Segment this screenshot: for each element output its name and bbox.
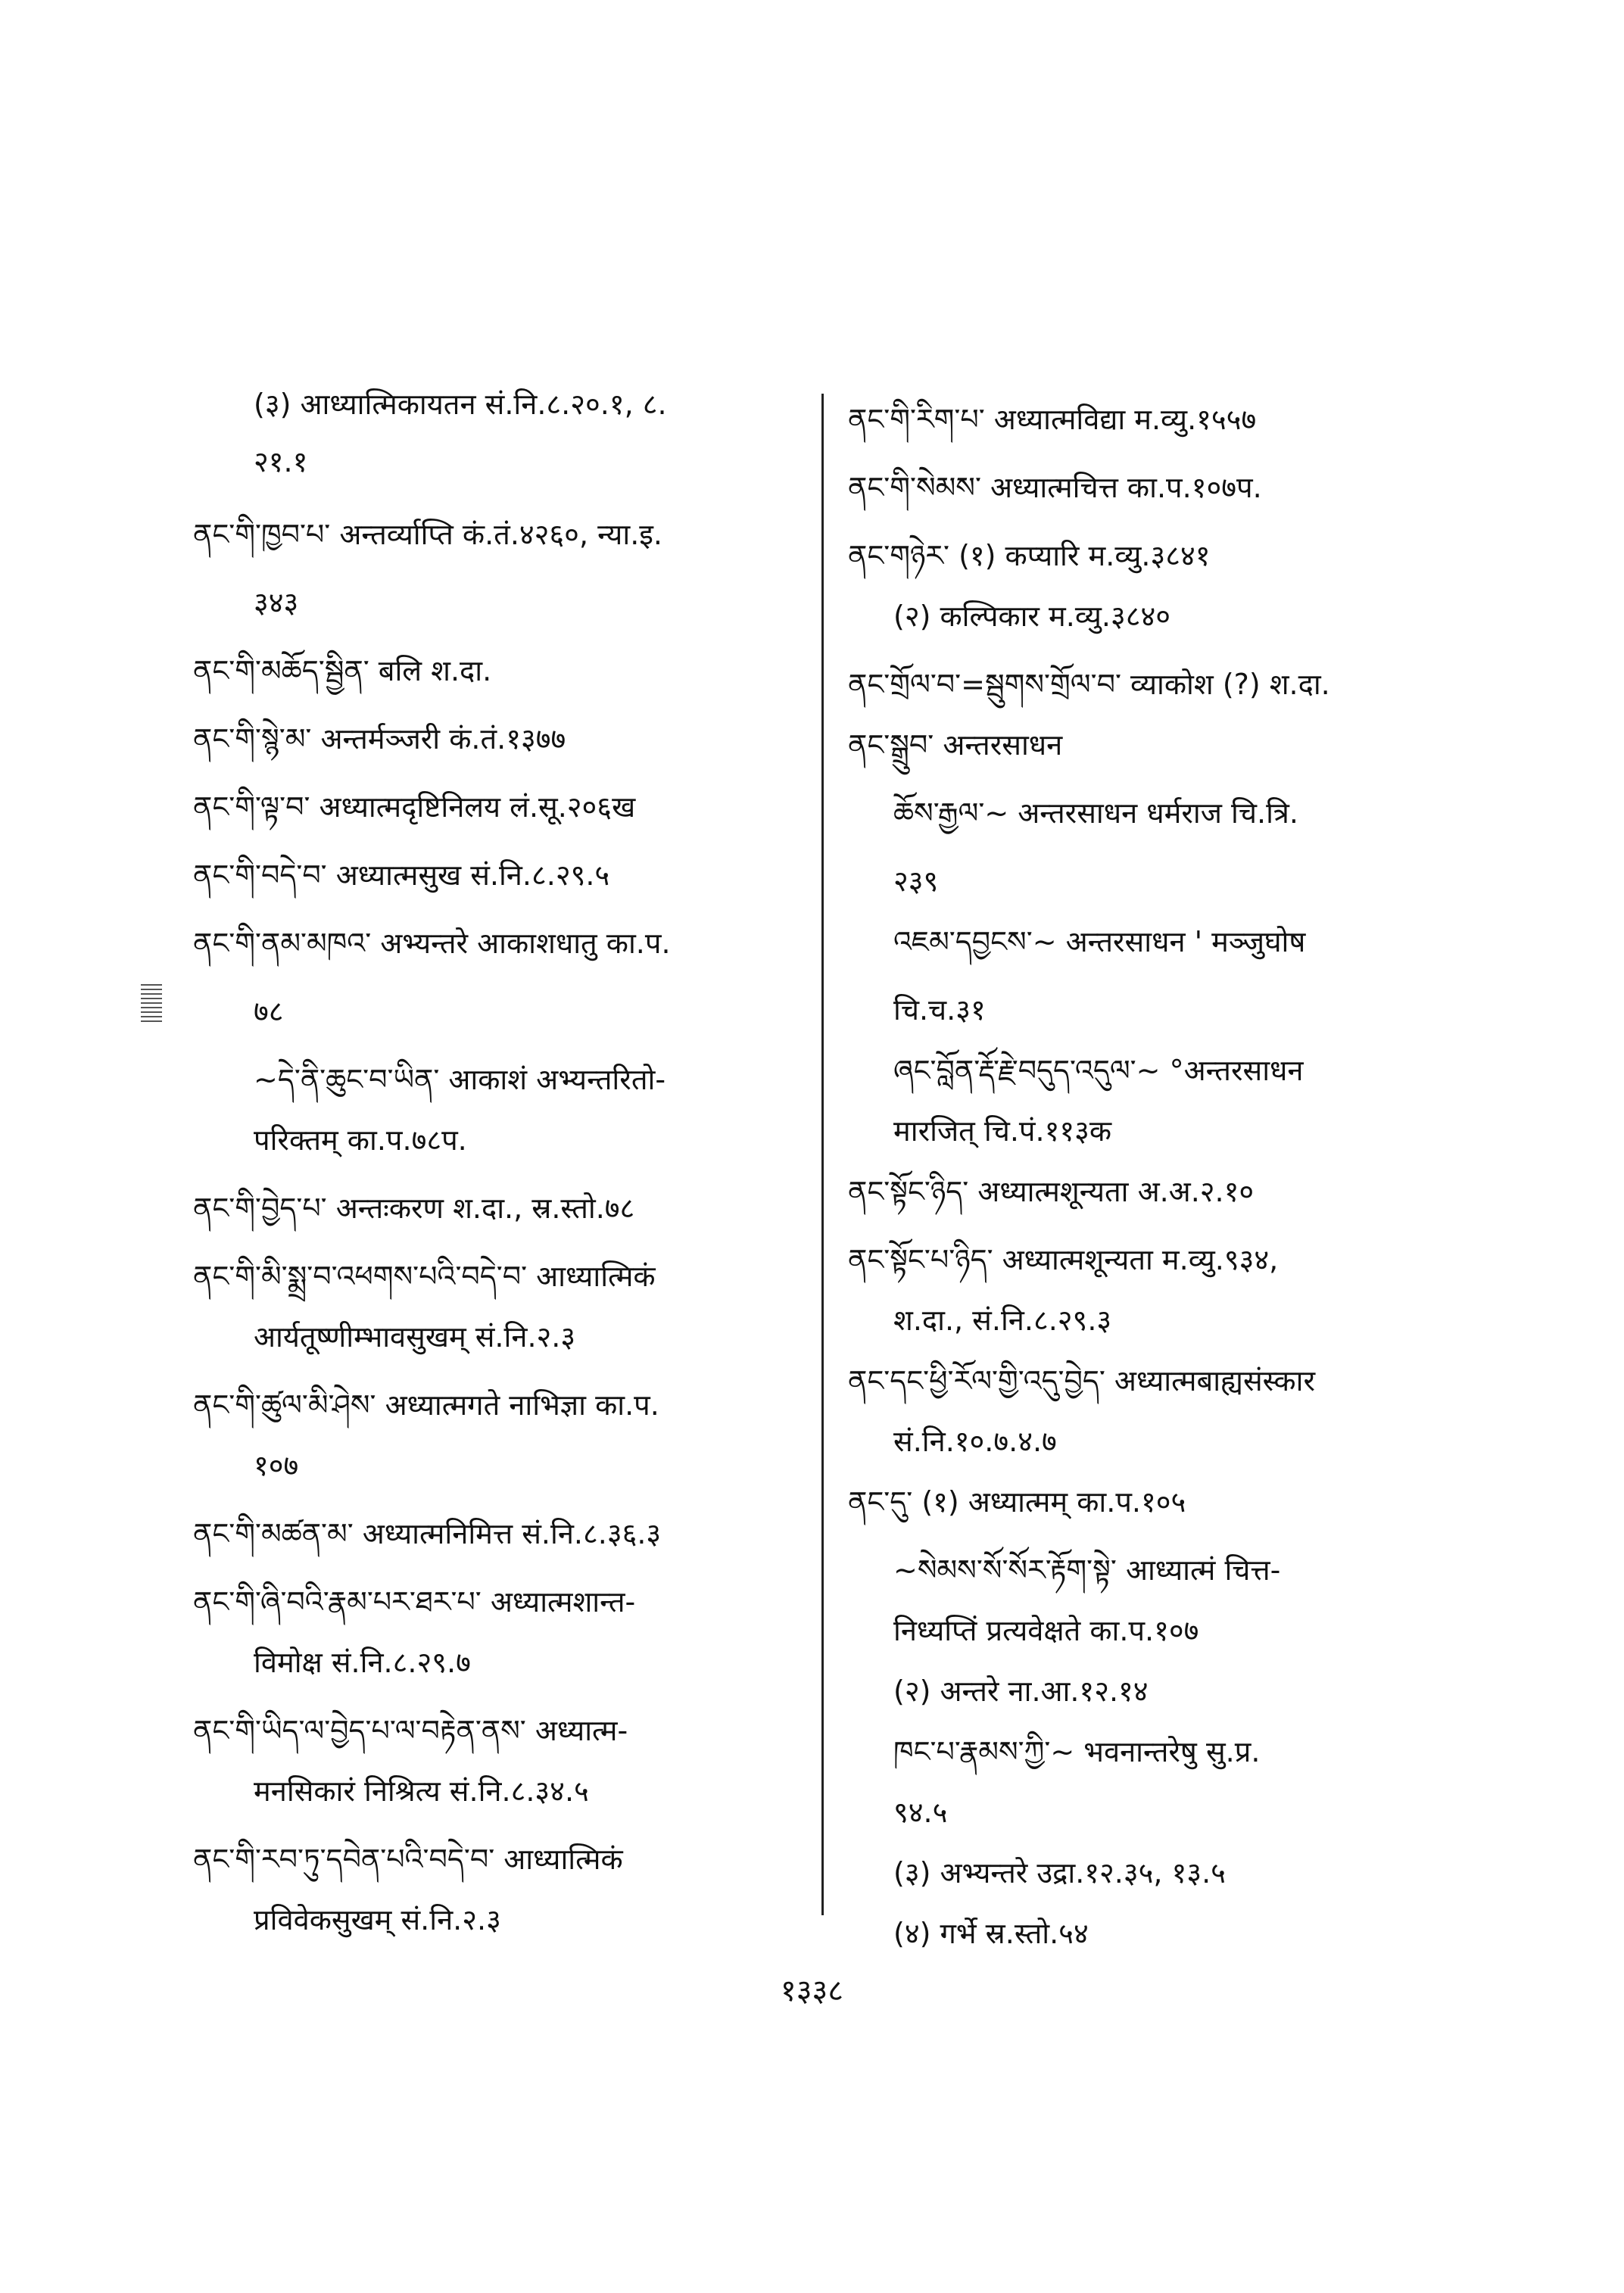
entry-line: ཞང་བློན་རྡོ་རྗེ་བདུད་འདུལ་~ °अन्तरसाधन — [893, 1054, 1304, 1087]
entry-line: ནང་གྲོལ་བ་=སྦུགས་གྲོལ་བ་ व्याकोश (?) श.दा. — [848, 668, 1330, 701]
entry-line: ~དེ་ནི་ཆུང་བ་ཡིན་ आकाशं अभ्यन्तरितो- — [254, 1063, 666, 1096]
entry-line: ནང་གི་སྙེ་མ་ अन्तर्मञ्जरी कं.तं.१३७७ — [193, 722, 566, 756]
entry-line: मनसिकारं निश्रित्य सं.नि.८.३४.५ — [254, 1774, 589, 1808]
entry-line: ནང་གི་ནམ་མཁའ་ अभ्यन्तरे आकाशधातु का.प. — [193, 927, 671, 960]
entry-line: ནང་གི་མི་སྨྲ་བ་འཕགས་པའི་བདེ་བ་ आध्यात्मिकं — [193, 1260, 656, 1293]
entry-line: २१.१ — [254, 445, 308, 478]
entry-line: ནང་གི་ཞི་བའི་རྣམ་པར་ཐར་པ་ अध्यात्मशान्त- — [193, 1585, 636, 1618]
entry-line: ३४३ — [254, 586, 299, 619]
entry-line: ७८ — [254, 995, 284, 1028]
entry-line: ~སེམས་སོ་སོར་རྟོག་སྟེ་ आध्यात्मं चित्त- — [893, 1553, 1281, 1587]
entry-line: ནང་གཉེར་ (१) कप्यारि म.व्यु.३८४१ — [848, 539, 1211, 572]
entry-line: ཁང་པ་རྣམས་ཀྱི་~ भवनान्तरेषु सु.प्र. — [893, 1735, 1261, 1768]
entry-line: ནང་དུ་ (१) अध्यात्मम् का.प.१०५ — [848, 1485, 1186, 1519]
entry-line: ནང་སྒྲུབ་ अन्तरसाधन — [848, 728, 1063, 762]
entry-line: (३) आध्यात्मिकायतन सं.नि.८.२०.१, ८. — [254, 388, 667, 421]
entry-line: ནང་གི་རབ་ཏུ་དབེན་པའི་བདེ་བ་ आध्यात्मिकं — [193, 1843, 623, 1876]
entry-line: १०७ — [254, 1449, 299, 1482]
entry-line: आर्यतूष्णीम्भावसुखम् सं.नि.२.३ — [254, 1320, 576, 1354]
entry-line: प्रविवेकसुखम् सं.नि.२.३ — [254, 1903, 501, 1936]
entry-line: सं.नि.१०.७.४.७ — [893, 1425, 1057, 1458]
entry-line: ནང་སྟོང་པ་ཉིད་ अध्यात्मशून्यता म.व्यु.९३४, — [848, 1243, 1279, 1276]
entry-line: འཇམ་དབྱངས་~ अन्तरसाधन ' मञ्जुघोष — [893, 925, 1306, 958]
entry-line: ནང་གི་མཚན་མ་ अध्यात्मनिमित्त सं.नि.८.३६.३ — [193, 1517, 662, 1550]
margin-mark — [141, 984, 162, 1025]
entry-line: ནང་གི་མཆོད་སྦྱིན་ बलि श.दा. — [193, 654, 492, 687]
column-divider — [821, 394, 824, 1915]
entry-line: ནང་གི་ཁྱབ་པ་ अन्तर्व्याप्ति कं.तं.४२६०, न्या.इ. — [193, 518, 663, 551]
entry-line: श.दा., सं.नि.८.२९.३ — [893, 1304, 1112, 1337]
entry-line: ནང་གི་ཚུལ་མི་ཤེས་ अध्यात्मगते नाभिज्ञा का.प. — [193, 1388, 659, 1422]
entry-line: (३) अभ्यन्तरे उद्रा.१२.३५, १३.५ — [893, 1856, 1226, 1890]
entry-line: मारजित् चि.पं.११३क — [893, 1114, 1112, 1148]
entry-line: निध्यप्तिं प्रत्यवेक्षते का.प.१०७ — [893, 1614, 1199, 1647]
entry-line: ཆོས་རྒྱལ་~ अन्तरसाधन धर्मराज चि.त्रि. — [893, 796, 1298, 830]
entry-line: ནང་སྟོང་ཉིད་ अध्यात्मशून्यता अ.अ.२.१० — [848, 1175, 1255, 1208]
entry-line: (४) गर्भे स्र.स्तो.५४ — [893, 1917, 1089, 1950]
entry-line: ནང་གི་བྱེད་པ་ अन्तःकरण श.दा., स्र.स्तो.७८ — [193, 1192, 635, 1225]
entry-line: ९४.५ — [893, 1796, 948, 1829]
entry-line: विमोक्ष सं.नि.८.२९.७ — [254, 1646, 471, 1679]
entry-line: ནང་གི་ལྟ་བ་ अध्यात्मदृष्टिनिलय लं.सू.२०६ख — [193, 790, 636, 824]
entry-line: चि.च.३१ — [893, 993, 986, 1027]
entry-line: २३९ — [893, 865, 939, 898]
entry-line: परिक्तम् का.प.७८प. — [254, 1123, 467, 1157]
entry-line: ནང་དང་ཕྱི་རོལ་གྱི་འདུ་བྱེད་ अध्यात्मबाह्यसंस्कार — [848, 1364, 1316, 1397]
page-number: १३३८ — [780, 1974, 844, 2008]
entry-line: ནང་གི་ཡིད་ལ་བྱེད་པ་ལ་བརྟེན་ནས་ अध्यात्म- — [193, 1714, 628, 1747]
entry-line: ནང་གི་སེམས་ अध्यात्मचित्त का.प.१०७प. — [848, 471, 1262, 504]
entry-line: (२) कल्पिकार म.व्यु.३८४० — [893, 600, 1171, 633]
entry-line: (२) अन्तरे ना.आ.१२.१४ — [893, 1675, 1149, 1708]
entry-line: ནང་གི་རིག་པ་ अध्यात्मविद्या म.व्यु.१५५७ — [848, 403, 1257, 436]
entry-line: ནང་གི་བདེ་བ་ अध्यात्मसुख सं.नि.८.२९.५ — [193, 858, 610, 892]
